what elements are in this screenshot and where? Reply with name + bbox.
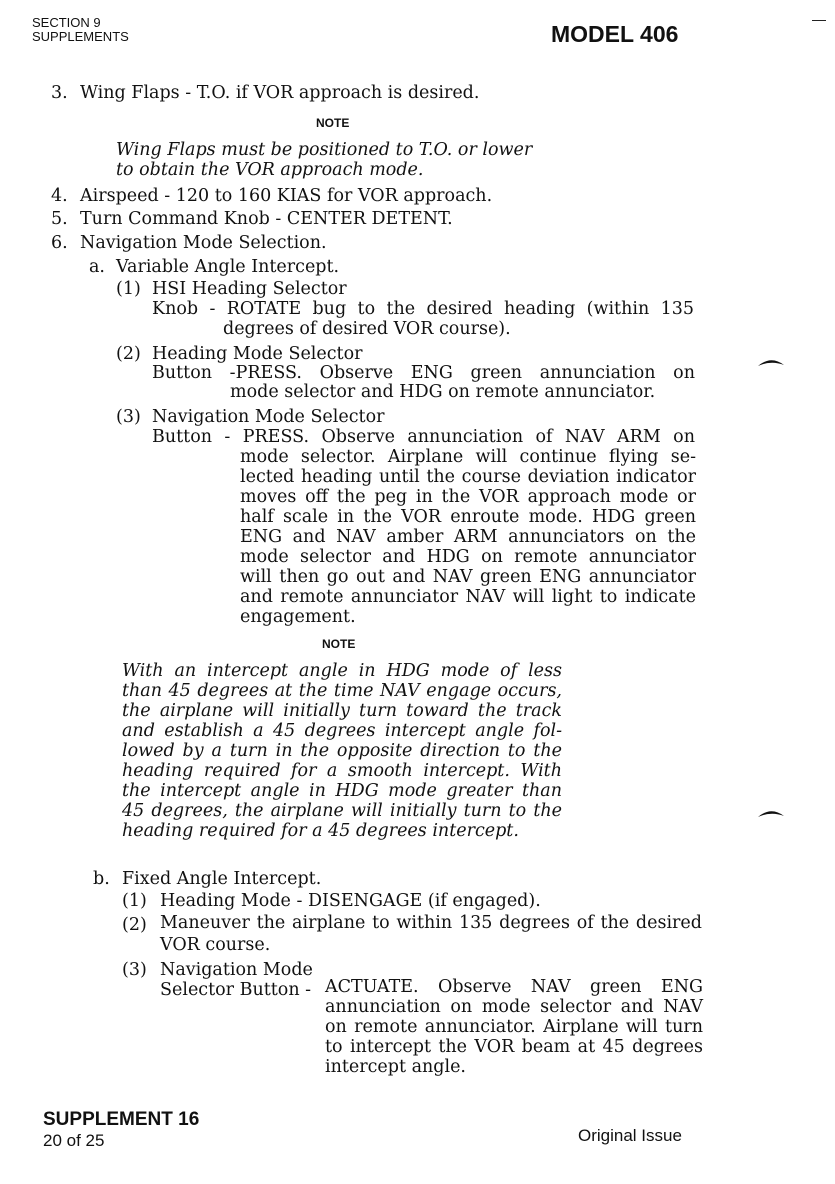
note-text-line: heading required for a 45 degrees intercept. <box>122 821 519 841</box>
item-a3-line: moves off the peg in the VOR approach mode or <box>240 487 696 507</box>
item-b3-line: ACTUATE. Observe NAV green ENG <box>325 977 703 997</box>
note-text-line: the airplane will initially turn toward the track <box>122 701 562 721</box>
issue-label: Original Issue <box>578 1126 682 1145</box>
note-text-line: and establish a 45 degrees intercept angle fol- <box>122 721 562 741</box>
note-text-line: Wing Flaps must be positioned to T.O. or lower <box>116 140 533 160</box>
step-4-number: 4. <box>51 186 68 206</box>
step-3-number: 3. <box>51 83 68 103</box>
item-a2-line: Button -PRESS. Observe ENG green annunciation on <box>152 363 695 383</box>
note-text-line: than 45 degrees at the time NAV engage occurs, <box>122 681 562 701</box>
note-text-line: heading required for a smooth intercept. With <box>122 761 562 781</box>
item-b2-number: (2) <box>122 915 147 935</box>
item-a3-line: engagement. <box>240 607 356 627</box>
item-a1-line: degrees of desired VOR course). <box>223 319 511 339</box>
note-label: NOTE <box>322 637 356 651</box>
step-4-text: Airspeed - 120 to 160 KIAS for VOR approach. <box>80 186 493 206</box>
page-number: 20 of 25 <box>43 1131 105 1150</box>
item-b2-line: VOR course. <box>160 935 271 955</box>
item-b3-number: (3) <box>122 960 147 980</box>
item-b1-text: Heading Mode - DISENGAGE (if engaged). <box>160 891 541 911</box>
note-text-line: With an intercept angle in HDG mode of less <box>122 661 562 681</box>
item-b3-line: intercept angle. <box>325 1057 466 1077</box>
substep-a-title: Variable Angle Intercept. <box>116 257 340 277</box>
item-b1-number: (1) <box>122 891 147 911</box>
corner-dash <box>812 20 826 21</box>
revision-mark-icon <box>757 357 785 367</box>
step-5-number: 5. <box>51 209 68 229</box>
step-6-text: Navigation Mode Selection. <box>80 233 327 253</box>
item-a3-number: (3) <box>116 407 141 427</box>
item-a1-line: HSI Heading Selector <box>152 279 347 299</box>
note-text-line: the intercept angle in HDG mode greater than <box>122 781 562 801</box>
section-number: SECTION 9 <box>32 15 101 30</box>
model-title: MODEL 406 <box>551 21 679 47</box>
item-a2-number: (2) <box>116 344 141 364</box>
item-a2-line: mode selector and HDG on remote annunciator. <box>230 382 656 402</box>
section-title: SUPPLEMENTS <box>32 29 129 44</box>
note-label: NOTE <box>316 116 350 130</box>
revision-mark-icon <box>757 808 785 818</box>
step-3-text: Wing Flaps - T.O. if VOR approach is desired. <box>80 83 480 103</box>
note-text-line: 45 degrees, the airplane will initially turn to the <box>122 801 562 821</box>
item-b3-line: annunciation on mode selector and NAV <box>325 997 703 1017</box>
item-a3-line: mode selector. Airplane will continue flying se- <box>240 447 696 467</box>
step-6-number: 6. <box>51 233 68 253</box>
note-text-line: lowed by a turn in the opposite direction to the <box>122 741 562 761</box>
item-a3-line: Navigation Mode Selector <box>152 407 385 427</box>
substep-b-title: Fixed Angle Intercept. <box>122 869 322 889</box>
item-b3-line: to intercept the VOR beam at 45 degrees <box>325 1037 703 1057</box>
item-a1-number: (1) <box>116 279 141 299</box>
item-b3-line: on remote annunciator. Airplane will turn <box>325 1017 703 1037</box>
item-a3-line: mode selector and HDG on remote annunciator <box>240 547 696 567</box>
item-a1-line: Knob - ROTATE bug to the desired heading (within 135 <box>152 299 694 319</box>
substep-b-letter: b. <box>93 869 110 889</box>
step-5-text: Turn Command Knob - CENTER DETENT. <box>80 209 453 229</box>
item-a3-line: ENG and NAV amber ARM annunciators on the <box>240 527 696 547</box>
item-a3-line: and remote annunciator NAV will light to indicate <box>240 587 696 607</box>
substep-a-letter: a. <box>89 257 105 277</box>
item-a3-line: lected heading until the course deviation indicator <box>240 467 696 487</box>
item-a2-line: Heading Mode Selector <box>152 344 363 364</box>
item-a3-line: Button - PRESS. Observe annunciation of NAV ARM on <box>152 427 695 447</box>
section-label <box>32 16 129 44</box>
item-b3-lead: Selector Button - <box>160 980 312 1000</box>
item-b3-line: Navigation Mode <box>160 960 313 980</box>
item-a3-line: will then go out and NAV green ENG annunciator <box>240 567 696 587</box>
note-text-line: to obtain the VOR approach mode. <box>116 160 424 180</box>
supplement-label: SUPPLEMENT 16 <box>43 1109 200 1130</box>
item-b2-line: Maneuver the airplane to within 135 degrees of the desired <box>160 913 702 933</box>
item-a3-line: half scale in the VOR enroute mode. HDG green <box>240 507 696 527</box>
